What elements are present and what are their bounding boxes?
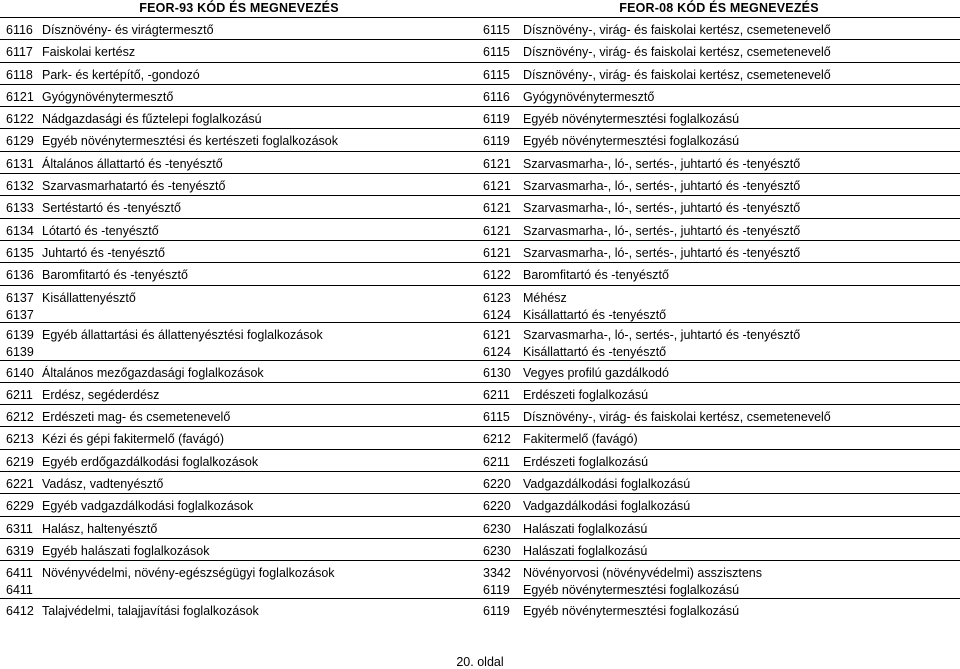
feor08-code: 6230 xyxy=(483,521,511,536)
table-row xyxy=(0,426,960,448)
feor08-name: Egyéb növénytermesztési foglalkozású xyxy=(523,134,740,149)
feor08-name: Méhész xyxy=(523,290,567,305)
table-row xyxy=(0,538,960,560)
feor08-name: Kisállattartó és -tenyésztő xyxy=(523,307,667,322)
table-row xyxy=(0,449,960,471)
feor93-name: Park- és kertépítő, -gondozó xyxy=(42,67,200,82)
feor08-code: 6124 xyxy=(483,307,511,322)
feor08-name: Fakitermelő (favágó) xyxy=(523,432,638,447)
feor93-name: Egyéb erdőgazdálkodási foglalkozások xyxy=(42,454,259,469)
table-row xyxy=(0,493,960,515)
feor93-code: 6212 xyxy=(6,410,34,425)
table-row xyxy=(0,240,960,262)
feor93-code: 6219 xyxy=(6,454,34,469)
table-row xyxy=(0,62,960,84)
feor08-name: Kisállattartó és -tenyésztő xyxy=(523,345,667,360)
feor93-name: Általános mezőgazdasági foglalkozások xyxy=(42,365,264,380)
table-row xyxy=(0,516,960,538)
feor93-column-header: FEOR-93 KÓD ÉS MEGNEVEZÉS xyxy=(139,1,339,15)
feor08-code: 6230 xyxy=(483,543,511,558)
mapping-table xyxy=(0,17,960,620)
feor08-name: Dísznövény-, virág- és faiskolai kertész, csemetenevelő xyxy=(523,23,831,37)
table-row xyxy=(0,218,960,240)
feor08-code: 6212 xyxy=(483,432,511,447)
feor93-code: 6116 xyxy=(6,23,33,37)
feor93-code: 6118 xyxy=(6,67,33,82)
feor08-code: 6130 xyxy=(483,365,511,380)
feor93-name: Kézi és gépi fakitermelő (favágó) xyxy=(42,432,225,447)
feor08-name: Erdészeti foglalkozású xyxy=(523,387,649,402)
feor93-code: 6136 xyxy=(6,268,34,283)
feor08-name: Egyéb növénytermesztési foglalkozású xyxy=(523,603,740,618)
feor08-code: 6121 xyxy=(483,156,511,171)
feor93-code: 6132 xyxy=(6,179,34,194)
feor93-code: 6137 xyxy=(6,290,34,305)
table-row xyxy=(0,173,960,195)
feor93-code: 6139 xyxy=(6,345,34,360)
feor08-name: Szarvasmarha-, ló-, sertés-, juhtartó és -tenyésztő xyxy=(523,156,801,171)
feor93-code: 6211 xyxy=(6,387,33,402)
feor08-name: Gyógynövénytermesztő xyxy=(523,89,655,104)
feor93-name: Szarvasmarhatartó és -tenyésztő xyxy=(42,179,226,194)
feor08-name: Növényorvosi (növényvédelmi) asszisztens xyxy=(523,566,762,581)
feor93-name: Dísznövény- és virágtermesztő xyxy=(42,23,214,37)
feor93-name: Juhtartó és -tenyésztő xyxy=(42,245,165,260)
feor93-code: 6213 xyxy=(6,432,34,447)
feor93-code: 6221 xyxy=(6,477,34,492)
feor93-code: 6129 xyxy=(6,134,34,149)
feor08-name: Dísznövény-, virág- és faiskolai kertész, csemetenevelő xyxy=(523,45,831,60)
feor08-code: 6119 xyxy=(483,112,510,127)
feor08-code: 6121 xyxy=(483,245,511,260)
table-row xyxy=(0,285,960,323)
table-row xyxy=(0,262,960,284)
table-row xyxy=(0,471,960,493)
table-row xyxy=(0,404,960,426)
feor08-code: 6115 xyxy=(483,67,510,82)
feor93-name: Egyéb növénytermesztési és kertészeti foglalkozások xyxy=(42,134,338,149)
feor08-name: Egyéb növénytermesztési foglalkozású xyxy=(523,112,740,127)
feor08-name: Halászati foglalkozású xyxy=(523,543,648,558)
feor93-name: Baromfitartó és -tenyésztő xyxy=(42,268,188,283)
feor93-code: 6117 xyxy=(6,45,33,60)
feor08-name: Vadgazdálkodási foglalkozású xyxy=(523,477,691,492)
feor93-name: Növényvédelmi, növény-egészségügyi foglalkozások xyxy=(42,566,335,581)
feor93-code: 6319 xyxy=(6,543,34,558)
feor93-name: Talajvédelmi, talajjavítási foglalkozások xyxy=(42,603,259,618)
feor08-code: 6115 xyxy=(483,23,510,37)
feor93-code: 6140 xyxy=(6,365,34,380)
table-row xyxy=(0,195,960,217)
feor08-code: 6119 xyxy=(483,583,510,598)
table-row xyxy=(0,382,960,404)
table-row xyxy=(0,39,960,61)
feor93-code: 6122 xyxy=(6,112,34,127)
table-row xyxy=(0,360,960,382)
feor93-code: 6133 xyxy=(6,201,34,216)
table-row xyxy=(0,322,960,360)
feor93-name: Nádgazdasági és fűztelepi foglalkozású xyxy=(42,112,262,127)
table-row xyxy=(0,17,960,39)
feor08-name: Vadgazdálkodási foglalkozású xyxy=(523,499,691,514)
feor08-code: 6121 xyxy=(483,223,511,238)
feor93-name: Gyógynövénytermesztő xyxy=(42,89,174,104)
feor93-code: 6135 xyxy=(6,245,34,260)
feor08-code: 6121 xyxy=(483,201,511,216)
feor93-name: Faiskolai kertész xyxy=(42,45,136,60)
page-number: 20. oldal xyxy=(456,655,504,669)
feor08-code: 6122 xyxy=(483,268,511,283)
table-header xyxy=(0,0,960,17)
table-row xyxy=(0,106,960,128)
feor08-name: Egyéb növénytermesztési foglalkozású xyxy=(523,583,740,598)
feor93-name: Sertéstartó és -tenyésztő xyxy=(42,201,181,216)
feor08-name: Dísznövény-, virág- és faiskolai kertész, csemetenevelő xyxy=(523,67,831,82)
table-row xyxy=(0,560,960,598)
feor08-name: Baromfitartó és -tenyésztő xyxy=(523,268,669,283)
feor93-code: 6134 xyxy=(6,223,34,238)
feor08-code: 6119 xyxy=(483,134,510,149)
feor93-name: Egyéb halászati foglalkozások xyxy=(42,543,210,558)
table-row xyxy=(0,128,960,150)
feor93-name: Egyéb állattartási és állattenyésztési foglalkozások xyxy=(42,328,323,343)
table-row xyxy=(0,598,960,620)
feor08-code: 6123 xyxy=(483,290,511,305)
feor93-code: 6137 xyxy=(6,307,34,322)
feor08-code: 6119 xyxy=(483,603,510,618)
feor08-name: Szarvasmarha-, ló-, sertés-, juhtartó és -tenyésztő xyxy=(523,223,801,238)
feor08-code: 3342 xyxy=(483,566,511,581)
feor93-name: Vadász, vadtenyésztő xyxy=(42,477,164,492)
feor08-code: 6115 xyxy=(483,410,510,425)
feor93-name: Kisállattenyésztő xyxy=(42,290,136,305)
feor08-name: Szarvasmarha-, ló-, sertés-, juhtartó és -tenyésztő xyxy=(523,179,801,194)
feor08-code: 6121 xyxy=(483,179,511,194)
feor93-code: 6311 xyxy=(6,521,33,536)
table-row xyxy=(0,151,960,173)
table-row xyxy=(0,84,960,106)
feor08-name: Szarvasmarha-, ló-, sertés-, juhtartó és -tenyésztő xyxy=(523,201,801,216)
feor93-name: Erdészeti mag- és csemetenevelő xyxy=(42,410,231,425)
feor08-name: Szarvasmarha-, ló-, sertés-, juhtartó és -tenyésztő xyxy=(523,245,801,260)
feor08-code: 6115 xyxy=(483,45,510,60)
feor93-name: Általános állattartó és -tenyésztő xyxy=(42,156,223,171)
feor93-name: Egyéb vadgazdálkodási foglalkozások xyxy=(42,499,254,514)
feor08-name: Erdészeti foglalkozású xyxy=(523,454,649,469)
feor08-name: Dísznövény-, virág- és faiskolai kertész, csemetenevelő xyxy=(523,410,831,425)
feor93-code: 6121 xyxy=(6,89,34,104)
feor93-name: Erdész, segéderdész xyxy=(42,387,160,402)
feor93-code: 6229 xyxy=(6,499,34,514)
feor93-name: Lótartó és -tenyésztő xyxy=(42,223,159,238)
feor08-code: 6116 xyxy=(483,89,510,104)
feor08-code: 6220 xyxy=(483,477,511,492)
feor08-code: 6220 xyxy=(483,499,511,514)
feor93-code: 6412 xyxy=(6,603,34,618)
feor08-column-header: FEOR-08 KÓD ÉS MEGNEVEZÉS xyxy=(619,1,819,15)
feor08-code: 6121 xyxy=(483,328,511,343)
feor08-name: Vegyes profilú gazdálkodó xyxy=(523,365,669,380)
feor93-code: 6411 xyxy=(6,583,33,598)
feor08-name: Szarvasmarha-, ló-, sertés-, juhtartó és -tenyésztő xyxy=(523,328,801,343)
feor93-name: Halász, haltenyésztő xyxy=(42,521,158,536)
feor08-code: 6211 xyxy=(483,387,510,402)
feor93-code: 6131 xyxy=(6,156,34,171)
feor08-name: Halászati foglalkozású xyxy=(523,521,648,536)
feor93-code: 6139 xyxy=(6,328,34,343)
feor08-code: 6124 xyxy=(483,345,511,360)
feor08-code: 6211 xyxy=(483,454,510,469)
feor93-code: 6411 xyxy=(6,566,33,581)
